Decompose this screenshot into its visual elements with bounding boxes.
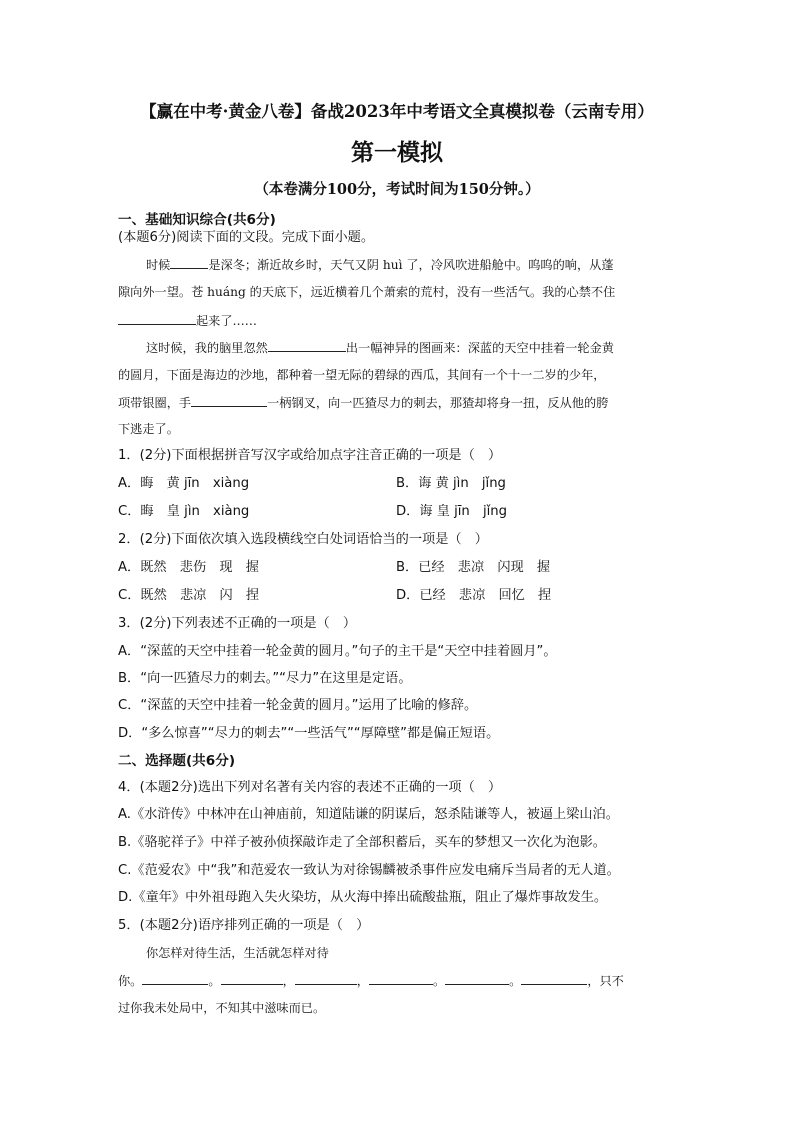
question-4-stem: 4．(本题2分)选出下列对名著有关内容的表述不正确的一项（ ） [118,780,502,795]
passage-line: 时候 是深冬；渐近故乡时，天气又阴 huì 了，冷风吹进船舱中。呜呜的响，从蓬 [146,255,614,274]
fill-blank [268,338,346,352]
passage-line: 项带银圈，手 一柄钢叉，向一匹猹尽力的刺去，那猹却将身一扭，反从他的胯 [118,393,608,412]
question-1-option-d[interactable]: D．诲 皇 jīn jǐng [396,504,508,519]
fill-blank [221,971,283,985]
question-2-option-b[interactable]: B．已经 悲凉 闪现 握 [396,560,551,575]
passage-line: 这时候，我的脑里忽然 出一幅神异的图画来：深蓝的天空中挂着一轮金黄 [146,338,614,357]
passage-line: 你怎样对待生活，生活就怎样对待 [146,946,329,960]
question-3-option-a[interactable]: A．“深蓝的天空中挂着一轮金黄的圆月。”句子的主干是“天空中挂着圆月”。 [118,644,557,659]
question-1-option-c[interactable]: C．晦 皇 jìn xiàng [118,504,250,519]
question-1-option-a[interactable]: A．晦 黄 jīn xiàng [118,476,250,491]
question-2-option-c[interactable]: C．既然 悲凉 闪 捏 [118,588,260,603]
question-5-stem: 5．(本题2分)语序排列正确的一项是（ ） [118,918,370,933]
exam-subtitle: 第一模拟 [351,139,443,166]
question-1-stem: 1．(2分)下面根据拼音写汉字或给加点字注音正确的一项是（ ） [118,448,502,463]
passage-line: 你。 。 ， ， 。 。 ，只不 [118,971,624,990]
fill-blank [295,971,357,985]
question-4-option-b[interactable]: B.《骆驼祥子》中祥子被孙侦探敲诈走了全部积蓄后，买车的梦想又一次化为泡影。 [118,835,606,850]
section1-intro: (本题6分)阅读下面的文段。完成下面小题。 [118,230,375,245]
question-4-option-d[interactable]: D.《童年》中外祖母跑入失火染坊，从火海中捧出硫酸盐瓶，阻止了爆炸事故发生。 [118,890,608,905]
question-3-option-d[interactable]: D．“多么惊喜”“尽力的刺去”“一些活气”“厚障壁”都是偏正短语。 [118,726,500,741]
section2-heading: 二、选择题(共6分) [118,753,236,769]
fill-blank [118,311,196,325]
question-1-option-b[interactable]: B．诲 黄 jìn jǐng [396,476,506,491]
section1-heading: 一、基础知识综合(共6分) [118,212,276,228]
question-3-stem: 3．(2分)下列表述不正确的一项是（ ） [118,616,357,631]
exam-note: （本卷满分100分，考试时间为150分钟。） [254,181,540,198]
fill-blank [191,393,267,407]
question-4-option-a[interactable]: A.《水浒传》中林冲在山神庙前，知道陆谦的阴谋后，怒杀陆谦等人，被逼上梁山泊。 [118,807,619,822]
passage-line: 起来了…… [118,311,257,330]
fill-blank [369,971,433,985]
passage-line: 的圆月，下面是海边的沙地，都种着一望无际的碧绿的西瓜，其间有一个十一二岁的少年， [118,368,606,382]
passage-line: 隙向外一望。苍 huáng 的天底下，远近横着几个萧索的荒村，没有一些活气。我的心禁不住 [118,285,616,299]
fill-blank [170,255,208,269]
question-2-option-a[interactable]: A．既然 悲伤 现 握 [118,560,259,575]
fill-blank [445,971,509,985]
passage-line: 过你我未处局中，不知其中滋味而已。 [118,1001,326,1015]
exam-title: 【赢在中考·黄金八卷】备战2023年中考语文全真模拟卷（云南专用） [140,102,654,121]
passage-line: 下逃走了。 [118,422,179,436]
fill-blank [142,971,208,985]
question-2-stem: 2．(2分)下面依次填入选段横线空白处词语恰当的一项是（ ） [118,532,488,547]
question-3-option-c[interactable]: C．“深蓝的天空中挂着一轮金黄的圆月。”运用了比喻的修辞。 [118,698,478,713]
question-4-option-c[interactable]: C.《范爱农》中“我”和范爱农一致认为对徐锡麟被杀事件应发电痛斥当局者的无人道。 [118,863,620,878]
question-2-option-d[interactable]: D．已经 悲凉 回忆 捏 [396,588,552,603]
question-3-option-b[interactable]: B．“向一匹猹尽力的刺去。”“尽力”在这里是定语。 [118,671,412,686]
fill-blank [521,971,587,985]
